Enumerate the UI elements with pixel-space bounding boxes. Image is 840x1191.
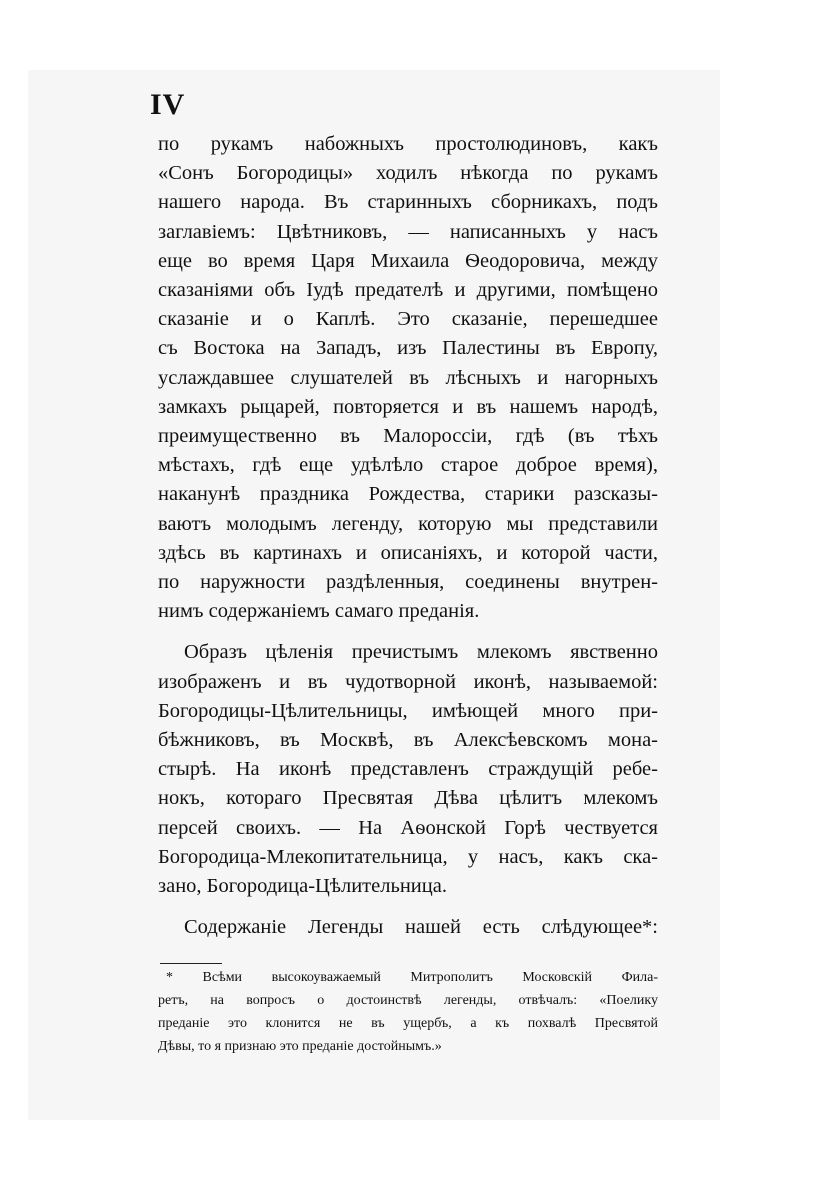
page-number: IV [150, 88, 186, 121]
text-line: Богородица-Млекопитательница, у насъ, какъ ска- [158, 845, 658, 868]
paragraph-1 [158, 130, 658, 626]
text-line: нашего народа. Въ старинныхъ сборникахъ, подъ [158, 191, 658, 214]
text-line: по наружности раздѣленныя, соединены внутрен- [158, 571, 658, 594]
text-line: здѣсь въ картинахъ и описаніяхъ, и которой части, [158, 541, 658, 564]
text-line: зано, Богородица-Цѣлительница. [158, 875, 447, 898]
footnote-line: ретъ, на вопросъ о достоинствѣ легенды, отвѣчалъ: «Поелику [158, 993, 658, 1008]
text-line: замкахъ рыцарей, повторяется и въ нашемъ народѣ, [158, 395, 658, 418]
footnote-line: Дѣвы, то я признаю это преданіе достойнымъ.» [158, 1039, 442, 1054]
text-line: мѣстахъ, гдѣ еще удѣлѣло старое доброе время), [158, 454, 658, 477]
text-line: «Сонъ Богородицы» ходилъ нѣкогда по рукамъ [158, 162, 658, 185]
text-line: сказаніями объ Іудѣ предателѣ и другими, помѣщено [158, 279, 658, 302]
text-line: персей своихъ. — На Аѳонской Горѣ чествуется [158, 816, 658, 839]
body-text [158, 130, 658, 942]
text-line: Содержаніе Легенды нашей есть слѣдующее*: [184, 916, 658, 939]
footnote-line: преданіе это клонится не въ ущербъ, а къ похвалѣ Пресвятой [158, 1016, 658, 1031]
text-line: Образъ цѣленія пречистымъ млекомъ явственно [184, 641, 658, 664]
text-line: съ Востока на Западъ, изъ Палестины въ Европу, [158, 337, 658, 360]
paragraph-2 [158, 638, 658, 901]
text-line: заглавіемъ: Цвѣтниковъ, — написанныхъ у насъ [158, 220, 658, 243]
text-line: нокъ, котораго Пресвятая Дѣва цѣлитъ млекомъ [158, 787, 658, 810]
text-line: сказаніе и о Каплѣ. Это сказаніе, перешедшее [158, 308, 658, 331]
text-line: по рукамъ набожныхъ простолюдиновъ, какъ [158, 133, 658, 155]
text-line: стырѣ. На иконѣ представленъ страждущій ребе- [158, 758, 658, 781]
text-line: бѣжниковъ, въ Москвѣ, въ Алексѣевскомъ мона- [158, 729, 658, 752]
text-line: ваютъ молодымъ легенду, которую мы представили [158, 512, 658, 535]
text-line: Богородицы-Цѣлительницы, имѣющей много при- [158, 699, 658, 722]
paragraph-3 [158, 913, 658, 942]
text-line: услаждавшее слушателей въ лѣсныхъ и нагорныхъ [158, 366, 658, 389]
text-line: преимущественно въ Малороссіи, гдѣ (въ тѣхъ [158, 425, 658, 448]
text-line: изображенъ и въ чудотворной иконѣ, называемой: [158, 670, 658, 693]
text-line: нимъ содержаніемъ самаго преданія. [158, 600, 480, 623]
text-line: наканунѣ праздника Рождества, старики разсказы- [158, 483, 658, 506]
text-line: еще во время Царя Михаила Ѳеодоровича, между [158, 249, 658, 272]
footnote-divider [160, 963, 222, 964]
footnote-line: * Всѣми высокоуважаемый Митрополитъ Московскій Фила- [166, 970, 658, 985]
footnote [158, 966, 658, 1058]
